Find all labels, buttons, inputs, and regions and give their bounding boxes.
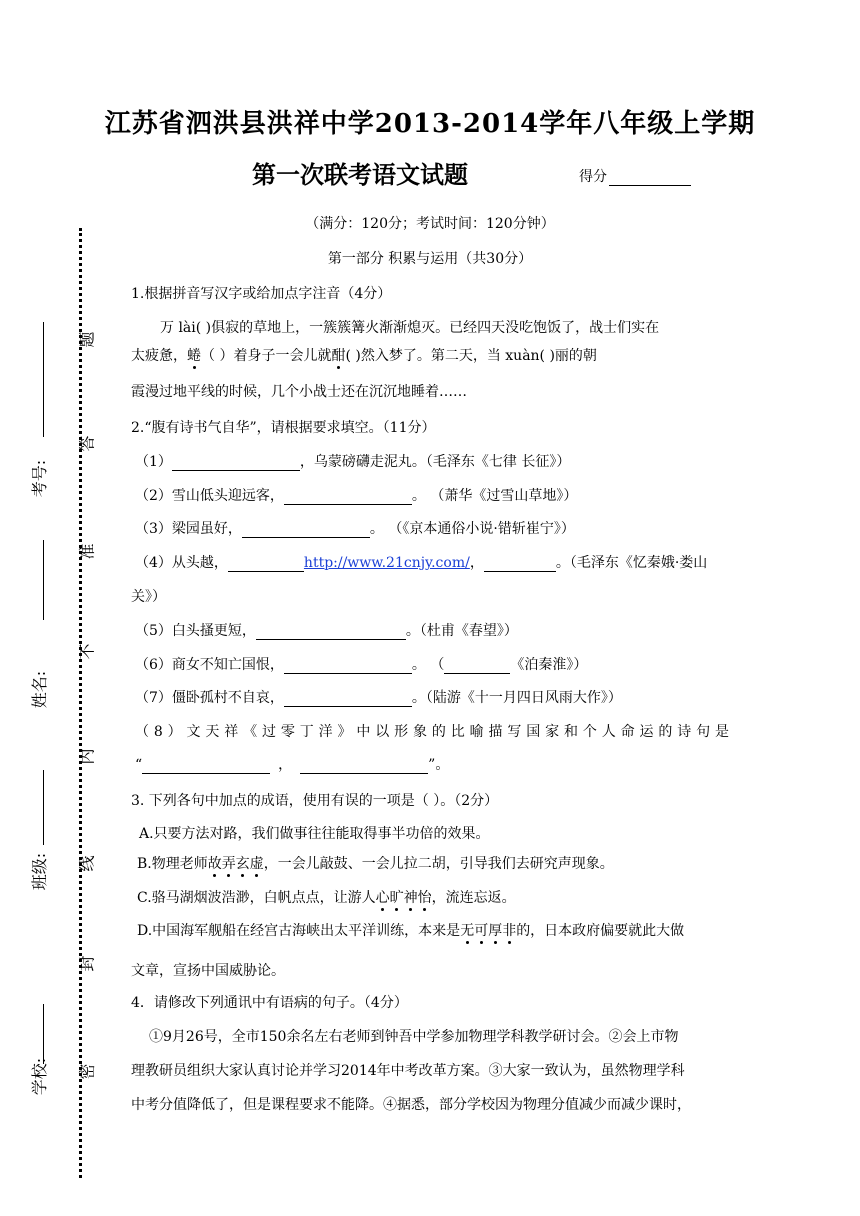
q2-item5: （5）白头搔更短， 。（杜甫《春望》） bbox=[135, 623, 518, 639]
answer-blank[interactable] bbox=[444, 659, 510, 674]
q3-option-c: C.骆马湖烟波浩渺，白帆点点，让游人心旷神怡，流连忘返。 bbox=[137, 890, 516, 906]
q4-line2: 理教研员组织大家认真讨论并学习2014年中考改革方案。③大家一致认为，虽然物理学科 bbox=[131, 1063, 685, 1079]
source-link[interactable]: http://www.21cnjy.com/ bbox=[303, 555, 470, 571]
exam-title-line2: 第一次联考语文试题 bbox=[252, 160, 468, 189]
q2-item7: （7）僵卧孤村不自哀， 。（陆游《十一月四日风雨大作》） bbox=[135, 690, 622, 706]
answer-blank[interactable] bbox=[142, 759, 270, 774]
dotted-char: 神 bbox=[403, 890, 418, 906]
score-blank[interactable] bbox=[609, 171, 691, 186]
q1-line2: 太疲惫，蜷（ ）着身子一会儿就酣( )然入梦了。第二天，当 xuàn( )丽的朝 bbox=[131, 348, 597, 364]
answer-blank[interactable] bbox=[284, 490, 412, 505]
answer-blank[interactable] bbox=[172, 456, 300, 471]
q3-option-d-cont: 文章，宣扬中国威胁论。 bbox=[131, 963, 285, 979]
answer-blank[interactable] bbox=[242, 523, 370, 538]
binding-dotted-line bbox=[79, 228, 82, 1178]
dotted-idiom bbox=[460, 923, 516, 939]
q1-line3: 霞漫过地平线的时候，几个小战士还在沉沉地睡着…… bbox=[131, 384, 467, 400]
score-label: 得分 bbox=[579, 169, 607, 185]
answer-blank[interactable] bbox=[300, 759, 428, 774]
dotted-char: 厚 bbox=[488, 923, 503, 939]
dotted-char: 虚 bbox=[249, 856, 264, 872]
seal-char-da: 答 bbox=[77, 435, 97, 452]
q2-item1: （1） ，乌蒙磅礴走泥丸。（毛泽东《七律 长征》） bbox=[135, 454, 571, 470]
exam-info: （满分：120分；考试时间：120分钟） bbox=[305, 216, 555, 232]
q2-title: 2.“腹有诗书气自华”，请根据要求填空。（11分） bbox=[131, 420, 436, 436]
class-blank bbox=[43, 770, 44, 845]
dotted-char: 酣 bbox=[331, 348, 346, 364]
seal-char-mi: 密 bbox=[77, 1063, 97, 1080]
q4-line3: 中考分值降低了，但是课程要求不能降。④据悉，部分学校因为物理分值减少而减少课时， bbox=[131, 1097, 691, 1113]
school-blank bbox=[43, 1004, 44, 1064]
q2-item3: （3）梁园虽好， 。 （《京本通俗小说·错斩崔宁》） bbox=[135, 521, 575, 537]
dotted-char: 怡 bbox=[417, 890, 432, 906]
dotted-char: 玄 bbox=[235, 856, 250, 872]
q3-title: 3. 下列各句中加点的成语，使用有误的一项是（ ）。（2分） bbox=[131, 793, 499, 809]
answer-blank[interactable] bbox=[284, 659, 412, 674]
answer-blank[interactable] bbox=[228, 557, 304, 572]
q2-item4-cont: 关》） bbox=[131, 589, 166, 605]
q2-item8-answer: “ ， ”。 bbox=[135, 757, 450, 773]
seal-char-feng: 封 bbox=[77, 955, 97, 972]
seal-char-zhun: 准 bbox=[77, 543, 97, 560]
dotted-char: 故 bbox=[207, 856, 222, 872]
part1-heading: 第一部分 积累与运用（共30分） bbox=[327, 251, 533, 267]
exam-no-blank bbox=[43, 322, 44, 437]
class-label: 班级: bbox=[30, 852, 50, 891]
q3-option-b: B.物理老师故弄玄虚，一会儿敲鼓、一会儿拉二胡，引导我们去研究声现象。 bbox=[137, 856, 614, 872]
dotted-idiom bbox=[376, 890, 432, 906]
seal-char-xian: 线 bbox=[77, 855, 97, 872]
exam-no-label: 考号: bbox=[30, 459, 50, 498]
exam-title-line1: 江苏省泗洪县洪祥中学2013-2014学年八年级上学期 bbox=[104, 109, 756, 139]
answer-blank[interactable] bbox=[284, 692, 412, 707]
seal-char-nei: 内 bbox=[77, 748, 97, 765]
q1-line1: 万 lài( )俱寂的草地上，一簇簇篝火渐渐熄灭。已经四天没吃饱饭了，战士们实在 bbox=[160, 320, 660, 336]
dotted-char: 无 bbox=[460, 923, 475, 939]
name-label: 姓名: bbox=[30, 670, 50, 709]
dotted-char: 非 bbox=[502, 923, 517, 939]
dotted-char: 旷 bbox=[389, 890, 404, 906]
answer-blank[interactable] bbox=[256, 625, 406, 640]
q2-item8: （8）文天祥《过零丁洋》中以形象的比喻描写国家和个人命运的诗句是 bbox=[135, 724, 729, 740]
school-label: 学校: bbox=[30, 1057, 50, 1096]
dotted-char: 弄 bbox=[221, 856, 236, 872]
dotted-idiom bbox=[208, 856, 264, 872]
q3-option-a: A.只要方法对路，我们做事往往能取得事半功倍的效果。 bbox=[139, 826, 490, 842]
q2-item4: （4）从头越， http://www.21cnjy.com/， 。（毛泽东《忆秦娥·娄山 bbox=[135, 555, 708, 571]
dotted-char: 可 bbox=[474, 923, 489, 939]
q1-title: 1.根据拼音写汉字或给加点字注音（4分） bbox=[131, 286, 392, 302]
q2-item2: （2）雪山低头迎远客， 。 （萧华《过雪山草地》） bbox=[135, 488, 578, 504]
dotted-char: 蜷 bbox=[187, 348, 201, 364]
dotted-char: 心 bbox=[375, 890, 390, 906]
answer-blank[interactable] bbox=[484, 557, 556, 572]
name-blank bbox=[43, 540, 44, 620]
q2-item6: （6）商女不知亡国恨， 。 （ 《泊秦淮》） bbox=[135, 657, 588, 673]
seal-char-ti: 题 bbox=[77, 331, 97, 348]
seal-char-bu: 不 bbox=[77, 643, 97, 660]
score-field[interactable] bbox=[579, 166, 691, 186]
q4-line1: ①9月26号，全市150余名左右老师到钟吾中学参加物理学科教学研讨会。②会上市物 bbox=[149, 1029, 679, 1045]
q3-option-d: D.中国海军舰船在经宫古海峡出太平洋训练，本来是无可厚非的，日本政府偏要就此大做 bbox=[137, 923, 685, 939]
q4-title: 4．请修改下列通讯中有语病的句子。（4分） bbox=[131, 995, 408, 1011]
